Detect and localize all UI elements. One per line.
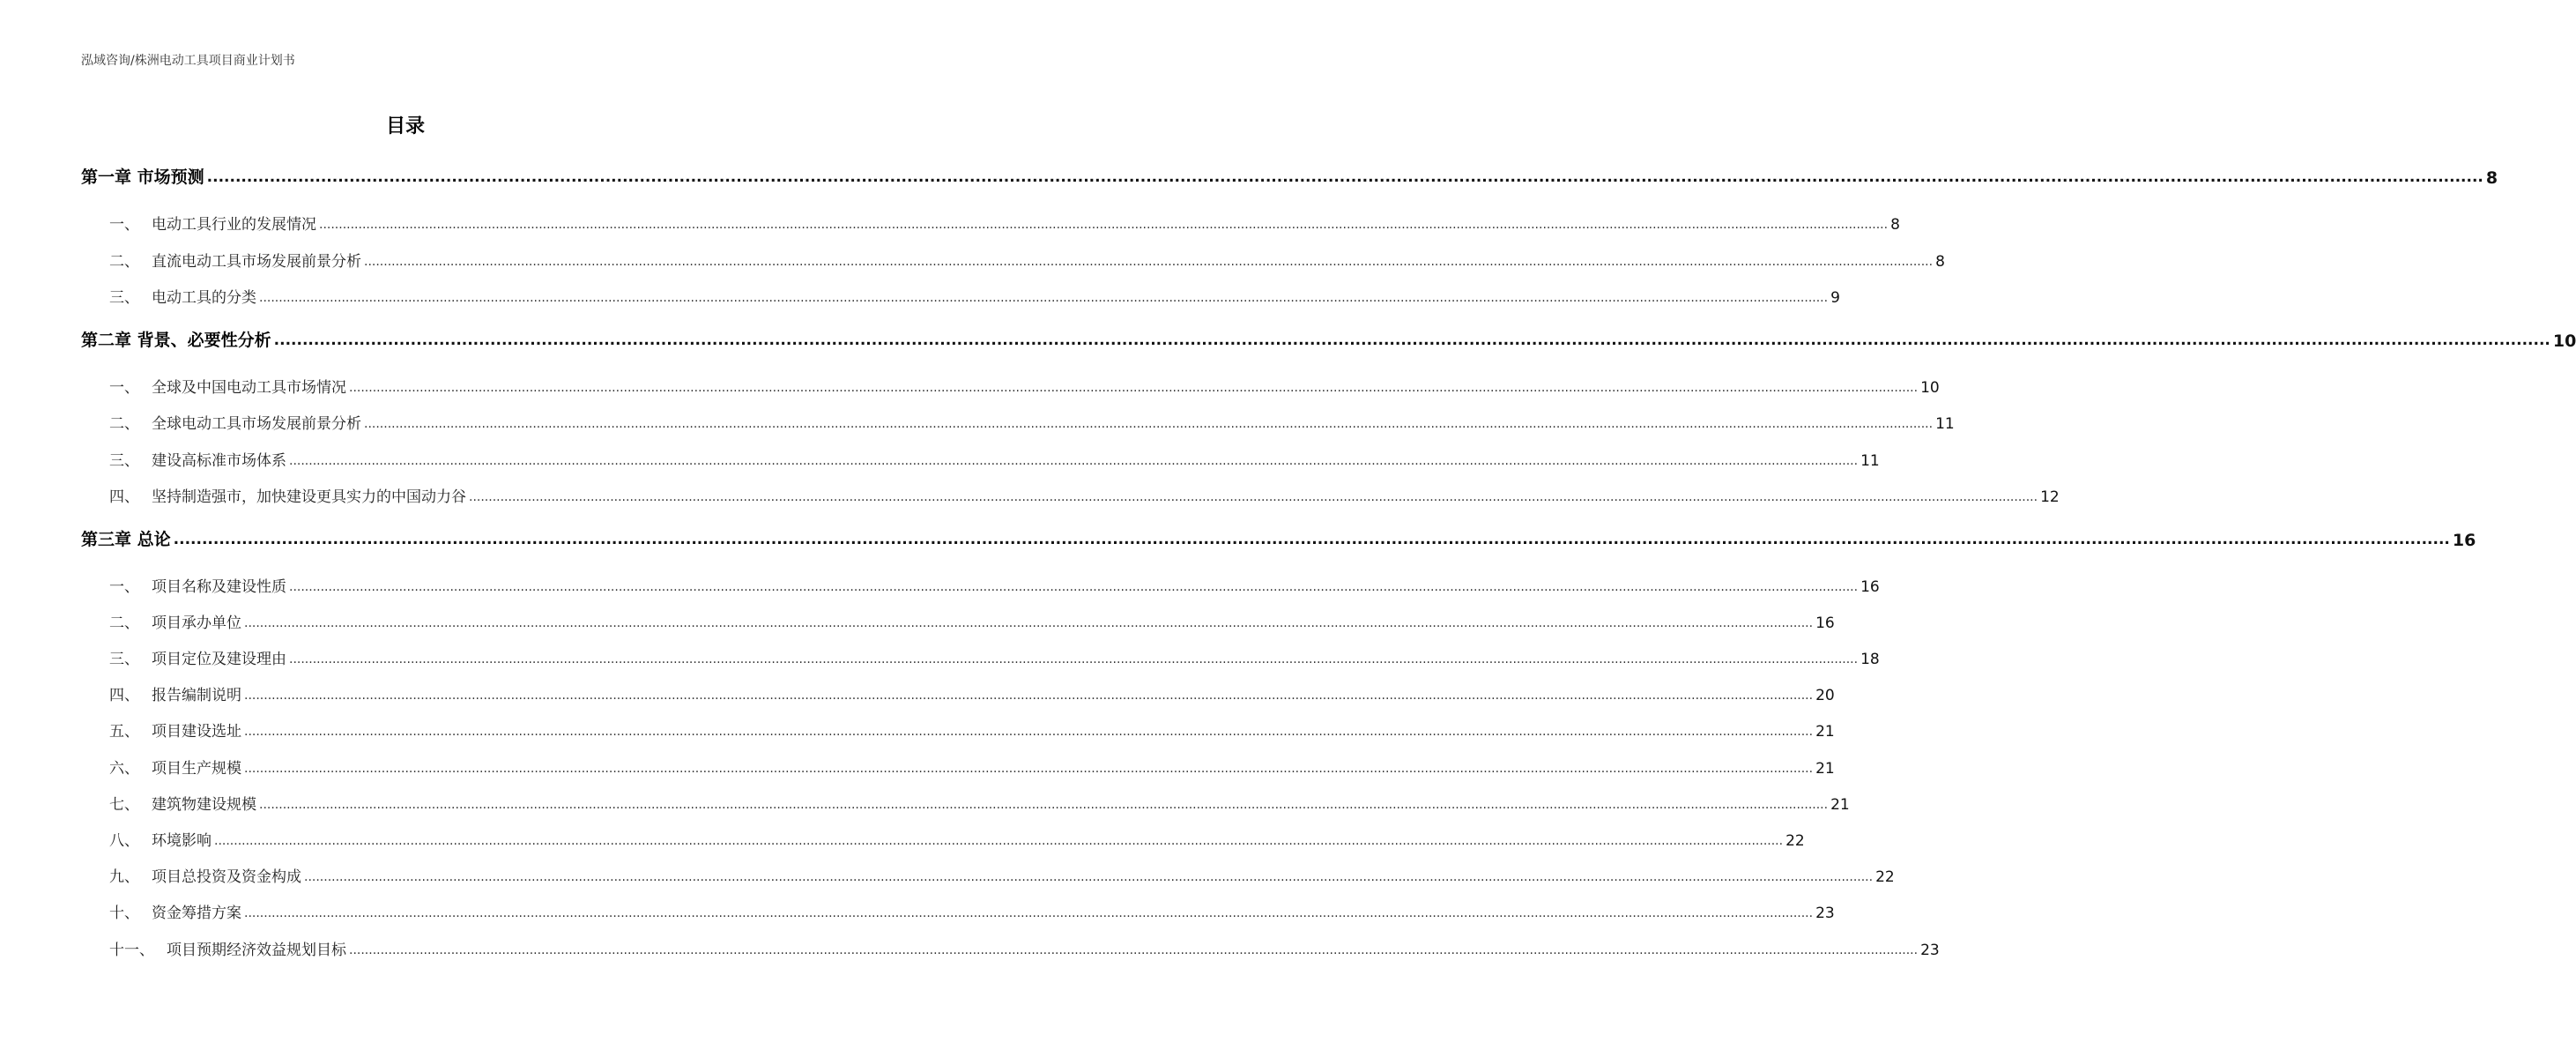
toc-dot-leader: ................................................................................................................................................................................................................................................................................................................................................................................................................	[173, 531, 2450, 548]
toc-dot-leader: ................................................................................................................................................................................................................................................................................................................................................................................................................	[259, 291, 1829, 305]
toc-entry-number: 二、	[109, 253, 139, 271]
toc-entry-text: 市场预测	[137, 168, 204, 187]
toc-page-number: 9	[1830, 289, 1840, 307]
toc-entry-label	[109, 448, 286, 470]
toc-entry-number: 九、	[109, 868, 139, 886]
toc-section-entry[interactable]	[109, 863, 1895, 886]
toc-entry-number: 八、	[109, 832, 139, 850]
toc-entry-label	[109, 719, 241, 741]
toc-entry-text: 项目承办单位	[152, 614, 241, 632]
toc-entry-number: 十、	[109, 905, 139, 922]
toc-entry-number: 第二章	[81, 331, 132, 350]
toc-entry-number: 二、	[109, 415, 139, 433]
toc-page-number: 21	[1815, 723, 1835, 741]
toc-dot-leader: ................................................................................................................................................................................................................................................................................................................................................................................................................	[244, 689, 1814, 703]
toc-page-number: 22	[1785, 832, 1805, 850]
toc-entry-label	[109, 574, 286, 596]
toc-page-number: 16	[1815, 614, 1835, 632]
toc-page-number: 23	[1815, 905, 1835, 922]
toc-entry-number: 第一章	[81, 168, 132, 187]
toc-section-entry[interactable]	[109, 447, 1880, 470]
toc-dot-leader: ................................................................................................................................................................................................................................................................................................................................................................................................................	[289, 652, 1859, 666]
toc-page-number: 10	[1920, 379, 1940, 397]
toc-dot-leader: ................................................................................................................................................................................................................................................................................................................................................................................................................	[244, 616, 1814, 630]
toc-entry-label	[109, 212, 316, 234]
toc-entry-label	[109, 864, 301, 886]
toc-entry-label	[109, 375, 346, 397]
toc-entry-text: 建设高标准市场体系	[152, 452, 286, 470]
toc-entry-text: 直流电动工具市场发展前景分析	[152, 253, 361, 271]
toc-entry-number: 一、	[109, 379, 139, 397]
toc-entry-number: 一、	[109, 216, 139, 234]
toc-entry-text: 项目总投资及资金构成	[152, 868, 301, 886]
toc-dot-leader: ................................................................................................................................................................................................................................................................................................................................................................................................................	[364, 255, 1934, 269]
toc-page-number: 22	[1875, 868, 1895, 886]
toc-entry-number: 第三章	[81, 530, 132, 549]
toc-entry-text: 环境影响	[152, 832, 212, 850]
toc-entry-number: 二、	[109, 614, 139, 632]
toc-section-entry[interactable]	[109, 483, 2060, 506]
toc-page-number: 8	[1890, 216, 1900, 234]
toc-section-entry[interactable]	[109, 248, 1945, 271]
toc-entry-text: 坚持制造强市，加快建设更具实力的中国动力谷	[152, 488, 466, 506]
toc-entry-label	[81, 164, 204, 188]
toc-section-entry[interactable]	[109, 899, 1835, 922]
toc-page-number: 18	[1860, 651, 1880, 668]
toc-entry-label	[81, 327, 271, 351]
toc-dot-leader: ................................................................................................................................................................................................................................................................................................................................................................................................................	[244, 725, 1814, 739]
toc-page-number: 8	[1935, 253, 1945, 271]
toc-section-entry[interactable]	[109, 374, 1940, 397]
toc-entry-label	[109, 484, 466, 506]
toc-page-number: 23	[1920, 942, 1940, 959]
toc-entry-text: 项目生产规模	[152, 760, 241, 778]
toc-entry-text: 总论	[137, 530, 171, 549]
toc-entry-text: 全球电动工具市场发展前景分析	[152, 415, 361, 433]
toc-entry-number: 三、	[109, 289, 139, 307]
toc-entry-text: 电动工具的分类	[152, 289, 256, 307]
toc-entry-label	[109, 411, 361, 433]
toc-section-entry[interactable]	[109, 645, 1880, 668]
toc-entry-number: 一、	[109, 578, 139, 596]
toc-section-entry[interactable]	[109, 791, 1850, 814]
toc-dot-leader: ................................................................................................................................................................................................................................................................................................................................................................................................................	[364, 417, 1934, 431]
toc-entry-text: 项目名称及建设性质	[152, 578, 286, 596]
toc-entry-text: 项目建设选址	[152, 723, 241, 741]
toc-section-entry[interactable]	[109, 755, 1835, 778]
toc-dot-leader: ................................................................................................................................................................................................................................................................................................................................................................................................................	[244, 762, 1814, 776]
toc-entry-text: 项目定位及建设理由	[152, 651, 286, 668]
toc-page-number: 21	[1830, 796, 1850, 814]
toc-entry-label	[109, 937, 346, 959]
toc-page-number: 8	[2485, 168, 2498, 188]
toc-section-entry[interactable]	[109, 211, 1900, 234]
toc-entry-number: 三、	[109, 452, 139, 470]
toc-section-entry[interactable]	[109, 936, 1940, 959]
toc-dot-leader: ................................................................................................................................................................................................................................................................................................................................................................................................................	[244, 906, 1814, 920]
toc-entry-number: 四、	[109, 687, 139, 704]
toc-dot-leader: ................................................................................................................................................................................................................................................................................................................................................................................................................	[289, 454, 1859, 468]
toc-entry-number: 六、	[109, 760, 139, 778]
toc-entry-text: 背景、必要性分析	[137, 331, 271, 350]
toc-dot-leader: ................................................................................................................................................................................................................................................................................................................................................................................................................	[469, 490, 2038, 504]
toc-chapter-entry[interactable]	[81, 527, 2476, 550]
toc-page-number: 10	[2552, 331, 2576, 351]
toc-entry-text: 报告编制说明	[152, 687, 241, 704]
toc-section-entry[interactable]	[109, 573, 1880, 596]
toc-dot-leader: ................................................................................................................................................................................................................................................................................................................................................................................................................	[349, 381, 1919, 395]
toc-chapter-entry[interactable]	[81, 328, 2576, 351]
toc-entry-label	[109, 756, 241, 778]
toc-dot-leader: ................................................................................................................................................................................................................................................................................................................................................................................................................	[259, 798, 1829, 812]
toc-page-number: 11	[1860, 452, 1880, 470]
toc-entry-number: 四、	[109, 488, 139, 506]
toc-entry-label	[109, 646, 286, 668]
toc-dot-leader: ................................................................................................................................................................................................................................................................................................................................................................................................................	[206, 168, 2483, 186]
toc-page-number: 12	[2040, 488, 2060, 506]
toc-chapter-entry[interactable]	[81, 165, 2498, 188]
toc-dot-leader: ................................................................................................................................................................................................................................................................................................................................................................................................................	[349, 943, 1919, 957]
toc-entry-label	[109, 792, 256, 814]
toc-page-number: 21	[1815, 760, 1835, 778]
toc-entry-number: 三、	[109, 651, 139, 668]
toc-entry-label	[81, 526, 171, 550]
toc-dot-leader: ................................................................................................................................................................................................................................................................................................................................................................................................................	[289, 580, 1859, 594]
page-title: 目录	[385, 115, 425, 138]
toc-dot-leader: ................................................................................................................................................................................................................................................................................................................................................................................................................	[214, 834, 1784, 848]
toc-entry-text: 建筑物建设规模	[152, 796, 256, 814]
toc-entry-number: 七、	[109, 796, 139, 814]
toc-entry-label	[109, 682, 241, 704]
toc-entry-text: 项目预期经济效益规划目标	[167, 942, 346, 959]
toc-entry-text: 资金筹措方案	[152, 905, 241, 922]
toc-section-entry[interactable]	[109, 718, 1835, 741]
toc-entry-label	[109, 610, 241, 632]
toc-dot-leader: ................................................................................................................................................................................................................................................................................................................................................................................................................	[319, 218, 1889, 232]
toc-section-entry[interactable]	[109, 410, 1955, 433]
running-header: 泓域咨询/株洲电动工具项目商业计划书	[81, 54, 295, 68]
toc-entry-text: 电动工具行业的发展情况	[152, 216, 316, 234]
toc-page-number: 16	[2452, 531, 2476, 550]
toc-entry-label	[109, 828, 212, 850]
toc-entry-label	[109, 285, 256, 307]
toc-page-number: 16	[1860, 578, 1880, 596]
toc-entry-number: 十一、	[109, 942, 154, 959]
toc-section-entry[interactable]	[109, 681, 1835, 704]
toc-page-number: 11	[1935, 415, 1955, 433]
toc-dot-leader: ................................................................................................................................................................................................................................................................................................................................................................................................................	[273, 331, 2550, 349]
toc-entry-number: 五、	[109, 723, 139, 741]
toc-entry-text: 全球及中国电动工具市场情况	[152, 379, 346, 397]
toc-page-number: 20	[1815, 687, 1835, 704]
toc-section-entry[interactable]	[109, 609, 1835, 632]
toc-entry-label	[109, 900, 241, 922]
toc-section-entry[interactable]	[109, 284, 1840, 307]
toc-dot-leader: ................................................................................................................................................................................................................................................................................................................................................................................................................	[304, 870, 1874, 884]
toc-section-entry[interactable]	[109, 827, 1805, 850]
toc-entry-label	[109, 249, 361, 271]
